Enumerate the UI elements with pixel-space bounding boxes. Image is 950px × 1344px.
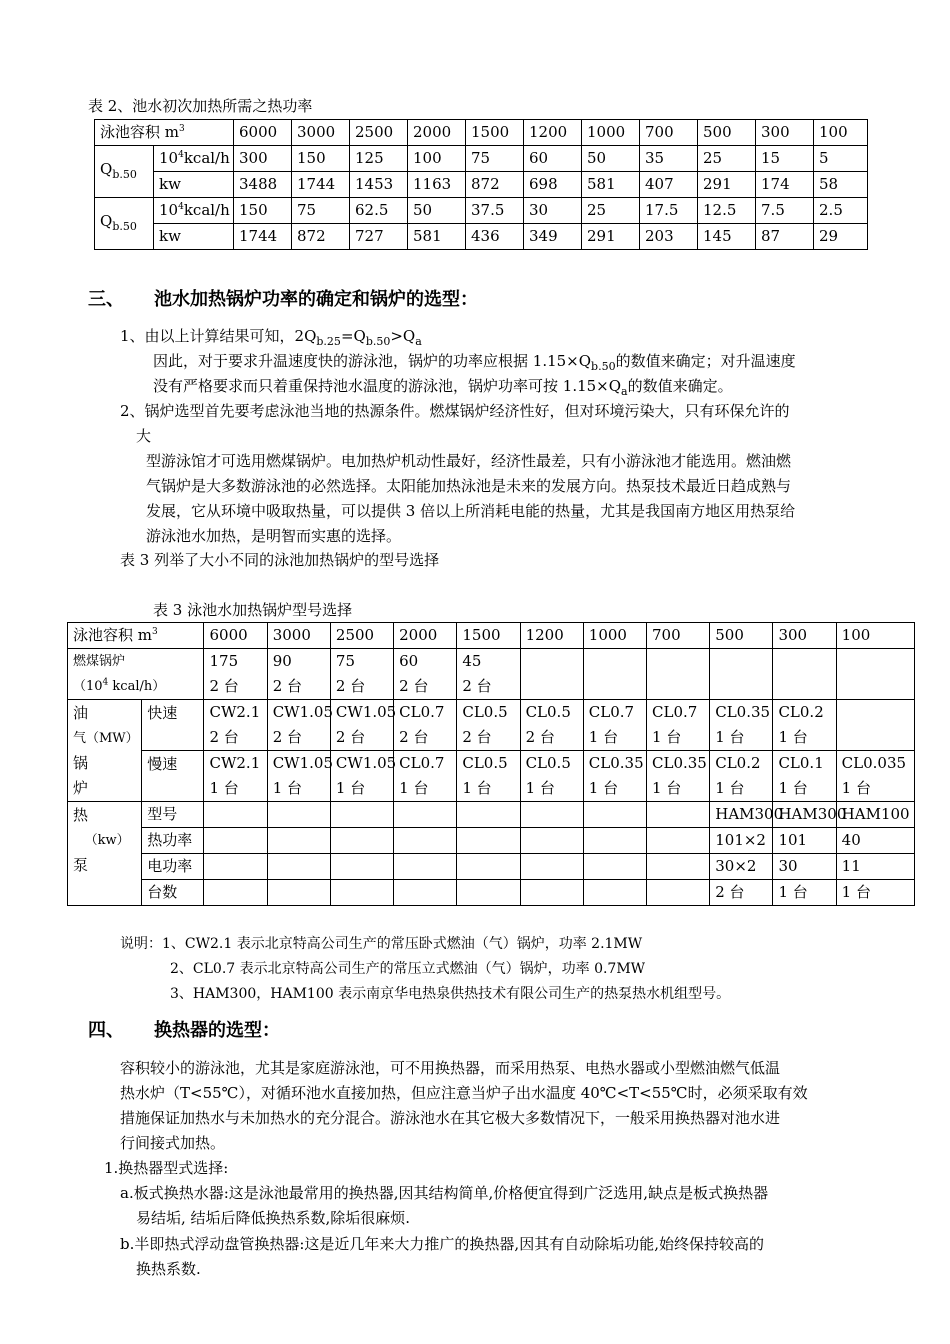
section4-para-line: 措施保证加热水与未加热水的充分混合。游泳池水在其它极大多数情况下，一般采用换热器对池水进 [120, 1109, 781, 1127]
table2-cell: 581 [582, 172, 640, 198]
table2-cell: 150 [292, 146, 350, 172]
table3-cap: 6000 [204, 623, 267, 649]
section4-para-line: 热水炉（T<55℃），对循环池水直接加热，但应注意当炉子出水温度 40℃<T<55℃时，必须采取有效 [120, 1084, 808, 1102]
table3-cell: CL0.2 1 台 [710, 751, 773, 802]
table3-cell [836, 649, 914, 700]
table2-cell: 145 [698, 224, 756, 250]
table3-cell [520, 828, 583, 854]
table3-cell [394, 880, 457, 906]
table3-cell: 40 [836, 828, 914, 854]
section4-b-line1: b.半即热式浮动盘管换热器:这是近几年来大力推广的换热器,因其有自动除垢功能,始终保持较高的 [120, 1235, 764, 1253]
table3-cell [204, 828, 267, 854]
table3-cell: 45 2 台 [457, 649, 520, 700]
section4-b-line2: 换热系数. [136, 1260, 201, 1278]
table3-cell: 60 2 台 [394, 649, 457, 700]
table2-cap: 1000 [582, 120, 640, 146]
section3-number: 三、 [88, 289, 124, 310]
table3-slow-row [68, 751, 915, 802]
table3-cell: CL0.7 1 台 [583, 700, 646, 751]
table2-cell: 7.5 [756, 198, 814, 224]
table2-cell: 581 [408, 224, 466, 250]
table3-header-label: 泳池容积 $m^3$ [68, 623, 204, 649]
table3-cell [647, 854, 710, 880]
table2-cell: 727 [350, 224, 408, 250]
table2-row [95, 198, 868, 224]
section4-number: 四、 [88, 1020, 124, 1041]
table3-hp-row-label: 电功率 [142, 854, 204, 880]
table3-cell: CL0.35 1 台 [710, 700, 773, 751]
table2-unit: kw [154, 224, 234, 250]
table2-cell: 25 [698, 146, 756, 172]
table3-hp-row-label: 型号 [142, 802, 204, 828]
table2-cap: 1200 [524, 120, 582, 146]
table3-cell: CL0.5 2 台 [520, 700, 583, 751]
table3-cell: CL0.5 1 台 [457, 751, 520, 802]
table3-hp-label: 热 （kw） 泵 [68, 802, 142, 906]
section4-a-line1: a.板式换热水器:这是泳池最常用的换热器,因其结构简单,价格便宜得到广泛选用,缺点是板式换热器 [120, 1184, 769, 1202]
section3-heading [88, 290, 478, 310]
table3-cell [267, 828, 330, 854]
table3-cell: 30 [773, 854, 836, 880]
table2-cell: 25 [582, 198, 640, 224]
table3-cell [583, 854, 646, 880]
table3-cell [520, 649, 583, 700]
table3-cell: HAM100 [836, 802, 914, 828]
table2-header-label: 泳池容积 $m^3$ [95, 120, 234, 146]
table3-cell: CL0.5 1 台 [520, 751, 583, 802]
table3-cell: CL0.035 1 台 [836, 751, 914, 802]
table3-cell [204, 802, 267, 828]
table2-cell: 62.5 [350, 198, 408, 224]
table3-cell [583, 880, 646, 906]
table2-cell: 407 [640, 172, 698, 198]
table3-cell: 1 台 [836, 880, 914, 906]
table3-caption: 表 3 泳池水加热锅炉型号选择 [153, 601, 353, 619]
table2-cell: 30 [524, 198, 582, 224]
table3-cell: CW1.05 1 台 [267, 751, 330, 802]
table2-group-label: $Q_{b.50}$ [95, 198, 154, 250]
section3-title: 池水加热锅炉功率的确定和锅炉的选型： [154, 289, 478, 310]
table2-cell: 872 [466, 172, 524, 198]
table2-cell: 12.5 [698, 198, 756, 224]
table3-cell: CL0.7 2 台 [394, 700, 457, 751]
table3-cell: CL0.7 1 台 [394, 751, 457, 802]
table2-cap: 2500 [350, 120, 408, 146]
table3-cell [457, 854, 520, 880]
table2-row [95, 146, 868, 172]
table2-cell: 37.5 [466, 198, 524, 224]
table2-cell: 300 [234, 146, 292, 172]
table3-cell [394, 828, 457, 854]
table2-cell: 291 [582, 224, 640, 250]
table2-cap: 700 [640, 120, 698, 146]
table3-cell [394, 802, 457, 828]
table3-cell [330, 880, 393, 906]
table3-cell [583, 802, 646, 828]
section4-para-line: 行间接式加热。 [120, 1134, 226, 1152]
note-line: 2、CL0.7 表示北京特高公司生产的常压立式燃油（气）锅炉，功率 0.7MW [170, 961, 646, 977]
table3-cell [457, 802, 520, 828]
table2-cell: 75 [466, 146, 524, 172]
table3-cell: CL0.35 1 台 [647, 751, 710, 802]
table2-unit: kw [154, 172, 234, 198]
table2-cell: 3488 [234, 172, 292, 198]
table2-cell: 1744 [234, 224, 292, 250]
table2-cell: 436 [466, 224, 524, 250]
table2-header-row [95, 120, 868, 146]
table3-cap: 500 [710, 623, 773, 649]
table3-cell: CL0.2 1 台 [773, 700, 836, 751]
table3-cell [520, 880, 583, 906]
table3-hp-row [68, 880, 915, 906]
table3-cell [647, 649, 710, 700]
table2-cell: 75 [292, 198, 350, 224]
table3-hp-row [68, 802, 915, 828]
table3-cell [710, 649, 773, 700]
table3-cell: 101×2 [710, 828, 773, 854]
table2-cell: 1163 [408, 172, 466, 198]
table3-cell [647, 828, 710, 854]
table3-cap: 2500 [330, 623, 393, 649]
table3-cell: CW2.1 1 台 [204, 751, 267, 802]
table2-cell: 100 [408, 146, 466, 172]
section3-p2-line: 2、锅炉选型首先要考虑泳池当地的热源条件。燃煤锅炉经济性好，但对环境污染大，只有环保允许的 [120, 402, 790, 420]
table3-cell [394, 854, 457, 880]
table2-cell: 15 [756, 146, 814, 172]
section4-title: 换热器的选型： [154, 1020, 280, 1041]
table2-cell: 125 [350, 146, 408, 172]
table3-cap: 100 [836, 623, 914, 649]
table3-cap: 300 [773, 623, 836, 649]
table3-cap: 2000 [394, 623, 457, 649]
table3-cap: 1500 [457, 623, 520, 649]
table3-cell: 101 [773, 828, 836, 854]
table2-cell: 50 [582, 146, 640, 172]
table3-cap: 1000 [583, 623, 646, 649]
table3-cell [457, 828, 520, 854]
section3-p2-line: 气锅炉是大多数游泳池的必然选择。太阳能加热泳池是未来的发展方向。热泵技术最近日趋成熟与 [146, 477, 792, 495]
table3-slow-label: 慢速 [142, 751, 204, 802]
section3-p1-line1: 1、由以上计算结果可知，$2Q_{b.25}=Q_{b.50}>Q_a$ [120, 327, 422, 348]
section3-p2-line: 游泳池水加热，是明智而实惠的选择。 [146, 527, 402, 545]
table2-cell: 203 [640, 224, 698, 250]
table3-cell [457, 880, 520, 906]
table2-cell: 58 [814, 172, 868, 198]
table2-cap: 2000 [408, 120, 466, 146]
table2-cell: 291 [698, 172, 756, 198]
table3-cell [836, 700, 914, 751]
table3-cell: CW1.05 2 台 [267, 700, 330, 751]
table3-cell [267, 802, 330, 828]
table3-cell [583, 828, 646, 854]
table3-cell [330, 828, 393, 854]
table2-cap: 300 [756, 120, 814, 146]
section3-p3: 表 3 列举了大小不同的泳池加热锅炉的型号选择 [120, 551, 440, 569]
table2-caption: 表 2、池水初次加热所需之热功率 [88, 97, 313, 115]
table3-cell [330, 802, 393, 828]
table3-cell: HAM300 [773, 802, 836, 828]
table3-cell: 11 [836, 854, 914, 880]
table3-cell: CW1.05 1 台 [330, 751, 393, 802]
table3-cell: CW1.05 2 台 [330, 700, 393, 751]
table3-cell: 75 2 台 [330, 649, 393, 700]
table2-group-label: $Q_{b.50}$ [95, 146, 154, 198]
section4-a-line2: 易结垢, 结垢后降低换热系数,除垢很麻烦. [136, 1209, 411, 1227]
table3-cell: CL0.7 1 台 [647, 700, 710, 751]
table3-cell [204, 880, 267, 906]
table3-oil-label: 油 气（MW） 锅 炉 [68, 700, 142, 802]
table2-unit: $10^4kcal/h$ [154, 146, 234, 172]
table2-row [95, 172, 868, 198]
table3-cell: 1 台 [773, 880, 836, 906]
section3-p1-line3: 没有严格要求而只着重保持池水温度的游泳池，锅炉功率可按 $1.15\times Q_a$的数值来确定。 [153, 377, 733, 398]
table2-row [95, 224, 868, 250]
table2-cell: 1744 [292, 172, 350, 198]
table2 [94, 119, 868, 250]
table3-cell: CL0.35 1 台 [583, 751, 646, 802]
table3-cell: 2 台 [710, 880, 773, 906]
table2-cap: 6000 [234, 120, 292, 146]
table3-cell [267, 880, 330, 906]
table3-cell: HAM300 [710, 802, 773, 828]
table3-cell: 90 2 台 [267, 649, 330, 700]
table3-cell [583, 649, 646, 700]
section4-para-line: 容积较小的游泳池，尤其是家庭游泳池，可不用换热器，而采用热泵、电热水器或小型燃油燃气低温 [120, 1059, 781, 1077]
table3-cell: CL0.5 2 台 [457, 700, 520, 751]
table3-cell [647, 802, 710, 828]
table3 [67, 622, 915, 906]
table2-cell: 1453 [350, 172, 408, 198]
table2-cap: 500 [698, 120, 756, 146]
table2-cell: 174 [756, 172, 814, 198]
table3-cell: 30×2 [710, 854, 773, 880]
table2-cell: 50 [408, 198, 466, 224]
table3-cell [647, 880, 710, 906]
table3-cell [520, 802, 583, 828]
table3-header-row [68, 623, 915, 649]
table3-cell: 175 2 台 [204, 649, 267, 700]
section3-p2-line: 大 [136, 427, 152, 445]
table3-hp-row-label: 台数 [142, 880, 204, 906]
table3-hp-row [68, 828, 915, 854]
table2-unit: $10^4kcal/h$ [154, 198, 234, 224]
table2-cell: 5 [814, 146, 868, 172]
section3-p2-line: 型游泳馆才可选用燃煤锅炉。电加热炉机动性最好，经济性最差，只有小游泳池才能选用。燃油燃 [146, 452, 792, 470]
table2-cell: 35 [640, 146, 698, 172]
table3-cell [204, 854, 267, 880]
table2-cell: 150 [234, 198, 292, 224]
table2-cap: 1500 [466, 120, 524, 146]
table3-cap: 3000 [267, 623, 330, 649]
section3-p1-line2: 因此，对于要求升温速度快的游泳池，锅炉的功率应根据 $1.15\times Q_{b.50}$的数值来确定；对升温速度 [153, 352, 796, 373]
table2-cell: 349 [524, 224, 582, 250]
table2-cap: 3000 [292, 120, 350, 146]
table2-cell: 698 [524, 172, 582, 198]
table3-coal-label: 燃煤锅炉 （$10^4$ kcal/h） [68, 649, 204, 700]
section4-heading [88, 1021, 280, 1041]
table3-cap: 1200 [520, 623, 583, 649]
table2-cell: 29 [814, 224, 868, 250]
note-line: 3、HAM300，HAM100 表示南京华电热泉供热技术有限公司生产的热泵热水机组型号。 [170, 986, 731, 1002]
table2-cell: 60 [524, 146, 582, 172]
table2-cell: 2.5 [814, 198, 868, 224]
note-line: 说明：1、CW2.1 表示北京特高公司生产的常压卧式燃油（气）锅炉，功率 2.1MW [120, 936, 643, 952]
table3-hp-row-label: 热功率 [142, 828, 204, 854]
table3-cell: CL0.1 1 台 [773, 751, 836, 802]
table3-coal-row [68, 649, 915, 700]
table3-fast-label: 快速 [142, 700, 204, 751]
section3-p2-line: 发展，它从环境中吸取热量，可以提供 3 倍以上所消耗电能的热量，尤其是我国南方地区用热泵给 [146, 502, 796, 520]
table3-cell [267, 854, 330, 880]
table2-cell: 872 [292, 224, 350, 250]
table3-fast-row [68, 700, 915, 751]
table2-cap: 100 [814, 120, 868, 146]
table2-cell: 87 [756, 224, 814, 250]
section4-item1: 1.换热器型式选择: [104, 1159, 229, 1177]
table2-cell: 17.5 [640, 198, 698, 224]
table3-cell [330, 854, 393, 880]
table3-hp-row [68, 854, 915, 880]
table3-cell: CW2.1 2 台 [204, 700, 267, 751]
table3-cell [773, 649, 836, 700]
table3-cell [520, 854, 583, 880]
table3-cap: 700 [647, 623, 710, 649]
